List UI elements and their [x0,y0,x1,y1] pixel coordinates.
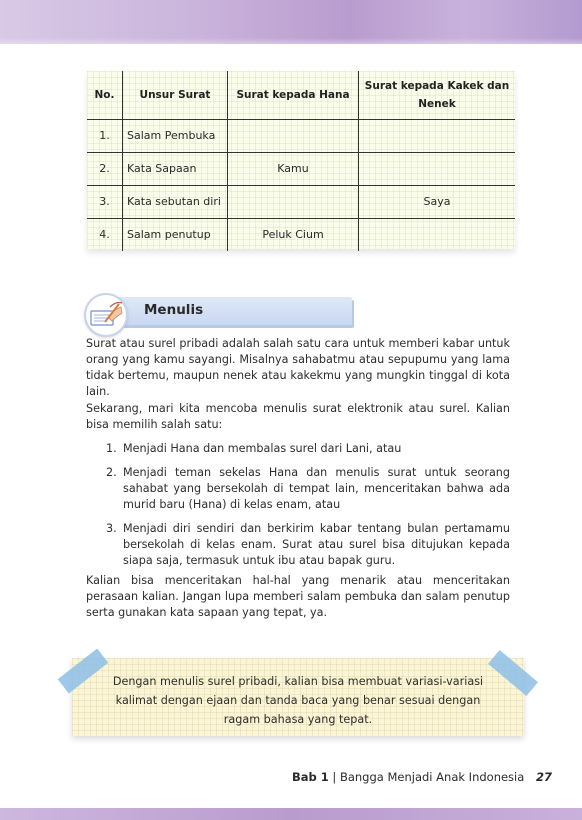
list-item [106,441,510,457]
section-header [84,293,354,327]
table-cell: Peluk Cium [228,218,359,251]
table-cell [228,185,359,218]
paragraph-instruction: Sekarang, mari kita mencoba menulis surat elektronik atau surel. Kalian bisa memilih salah satu: [86,402,510,431]
note-paper [72,658,524,736]
list-marker: 3. [106,522,117,535]
table-row [87,185,515,218]
letter-elements-table [87,71,515,249]
table-cell: Kata sebutan diri [123,185,228,218]
table-row [87,218,515,251]
table-cell: Salam Pembuka [123,119,228,152]
table-row [87,119,515,152]
table-cell: Kata Sapaan [123,152,228,185]
table-cell: Saya [359,185,516,218]
section-title: Menulis [144,302,204,318]
table-header: Unsur Surat [123,71,228,119]
table-cell: 1. [87,119,123,152]
table-cell [359,152,516,185]
table-header: No. [87,71,123,119]
table-header-row [87,71,515,119]
note-text: Dengan menulis surel pribadi, kalian bisa membuat variasi-variasi kalimat dengan ejaan dan tanda baca yang benar sesuai dengan ragam bahasa yang tepat. [112,675,484,726]
list-item-text: Menjadi diri sendiri dan berkirim kabar tentang bulan pertamamu bersekolah di kelas enam. Surat atau surel bisa ditujukan kepada siapa saja, termasuk untuk ibu atau bapak guru. [123,522,510,567]
table-row [87,152,515,185]
footer-separator: | [332,770,337,784]
page-footer [292,770,552,784]
options-list [106,441,510,569]
list-item-text: Menjadi Hana dan membalas surel dari Lani, atau [123,442,402,455]
footer-chapter: Bab 1 [292,770,329,784]
paragraph-intro: Surat atau surel pribadi adalah salah satu cara untuk memberi kabar untuk orang yang kamu sayangi. Misalnya sahabatmu atau sepupumu yang lama tidak bertemu, maupun nenek atau kakekmu yang mungkin tinggal di kota lain. [86,337,510,398]
table-cell: 2. [87,152,123,185]
table-cell: Salam penutup [123,218,228,251]
section-bar [106,297,352,325]
table-cell: 3. [87,185,123,218]
list-marker: 1. [106,442,117,455]
footer-title: Bangga Menjadi Anak Indonesia [339,770,525,784]
table-cell [228,119,359,152]
table-cell [359,218,516,251]
top-banner [0,0,582,44]
table-header: Surat kepada Hana [228,71,359,119]
note-box [58,650,538,740]
page-number: 27 [535,770,552,784]
table-cell: 4. [87,218,123,251]
list-item [106,521,510,569]
table-cell [359,119,516,152]
table-cell: Kamu [228,152,359,185]
table-header: Surat kepada Kakek dan Nenek [359,71,516,119]
writing-hand-icon [84,293,128,337]
list-marker: 2. [106,466,117,479]
bottom-banner [0,808,582,820]
list-item [106,465,510,513]
paragraph-closing: Kalian bisa menceritakan hal-hal yang menarik atau menceritakan perasaan kalian. Jangan lupa memberi salam pembuka dan salam penutup serta gunakan kata sapaan yang tepat, ya. [86,574,510,619]
list-item-text: Menjadi teman sekelas Hana dan menulis surat untuk seorang sahabat yang bersekolah di tempat lain, menceritakan bahwa ada murid baru (Hana) di kelas enam, atau [123,466,510,511]
